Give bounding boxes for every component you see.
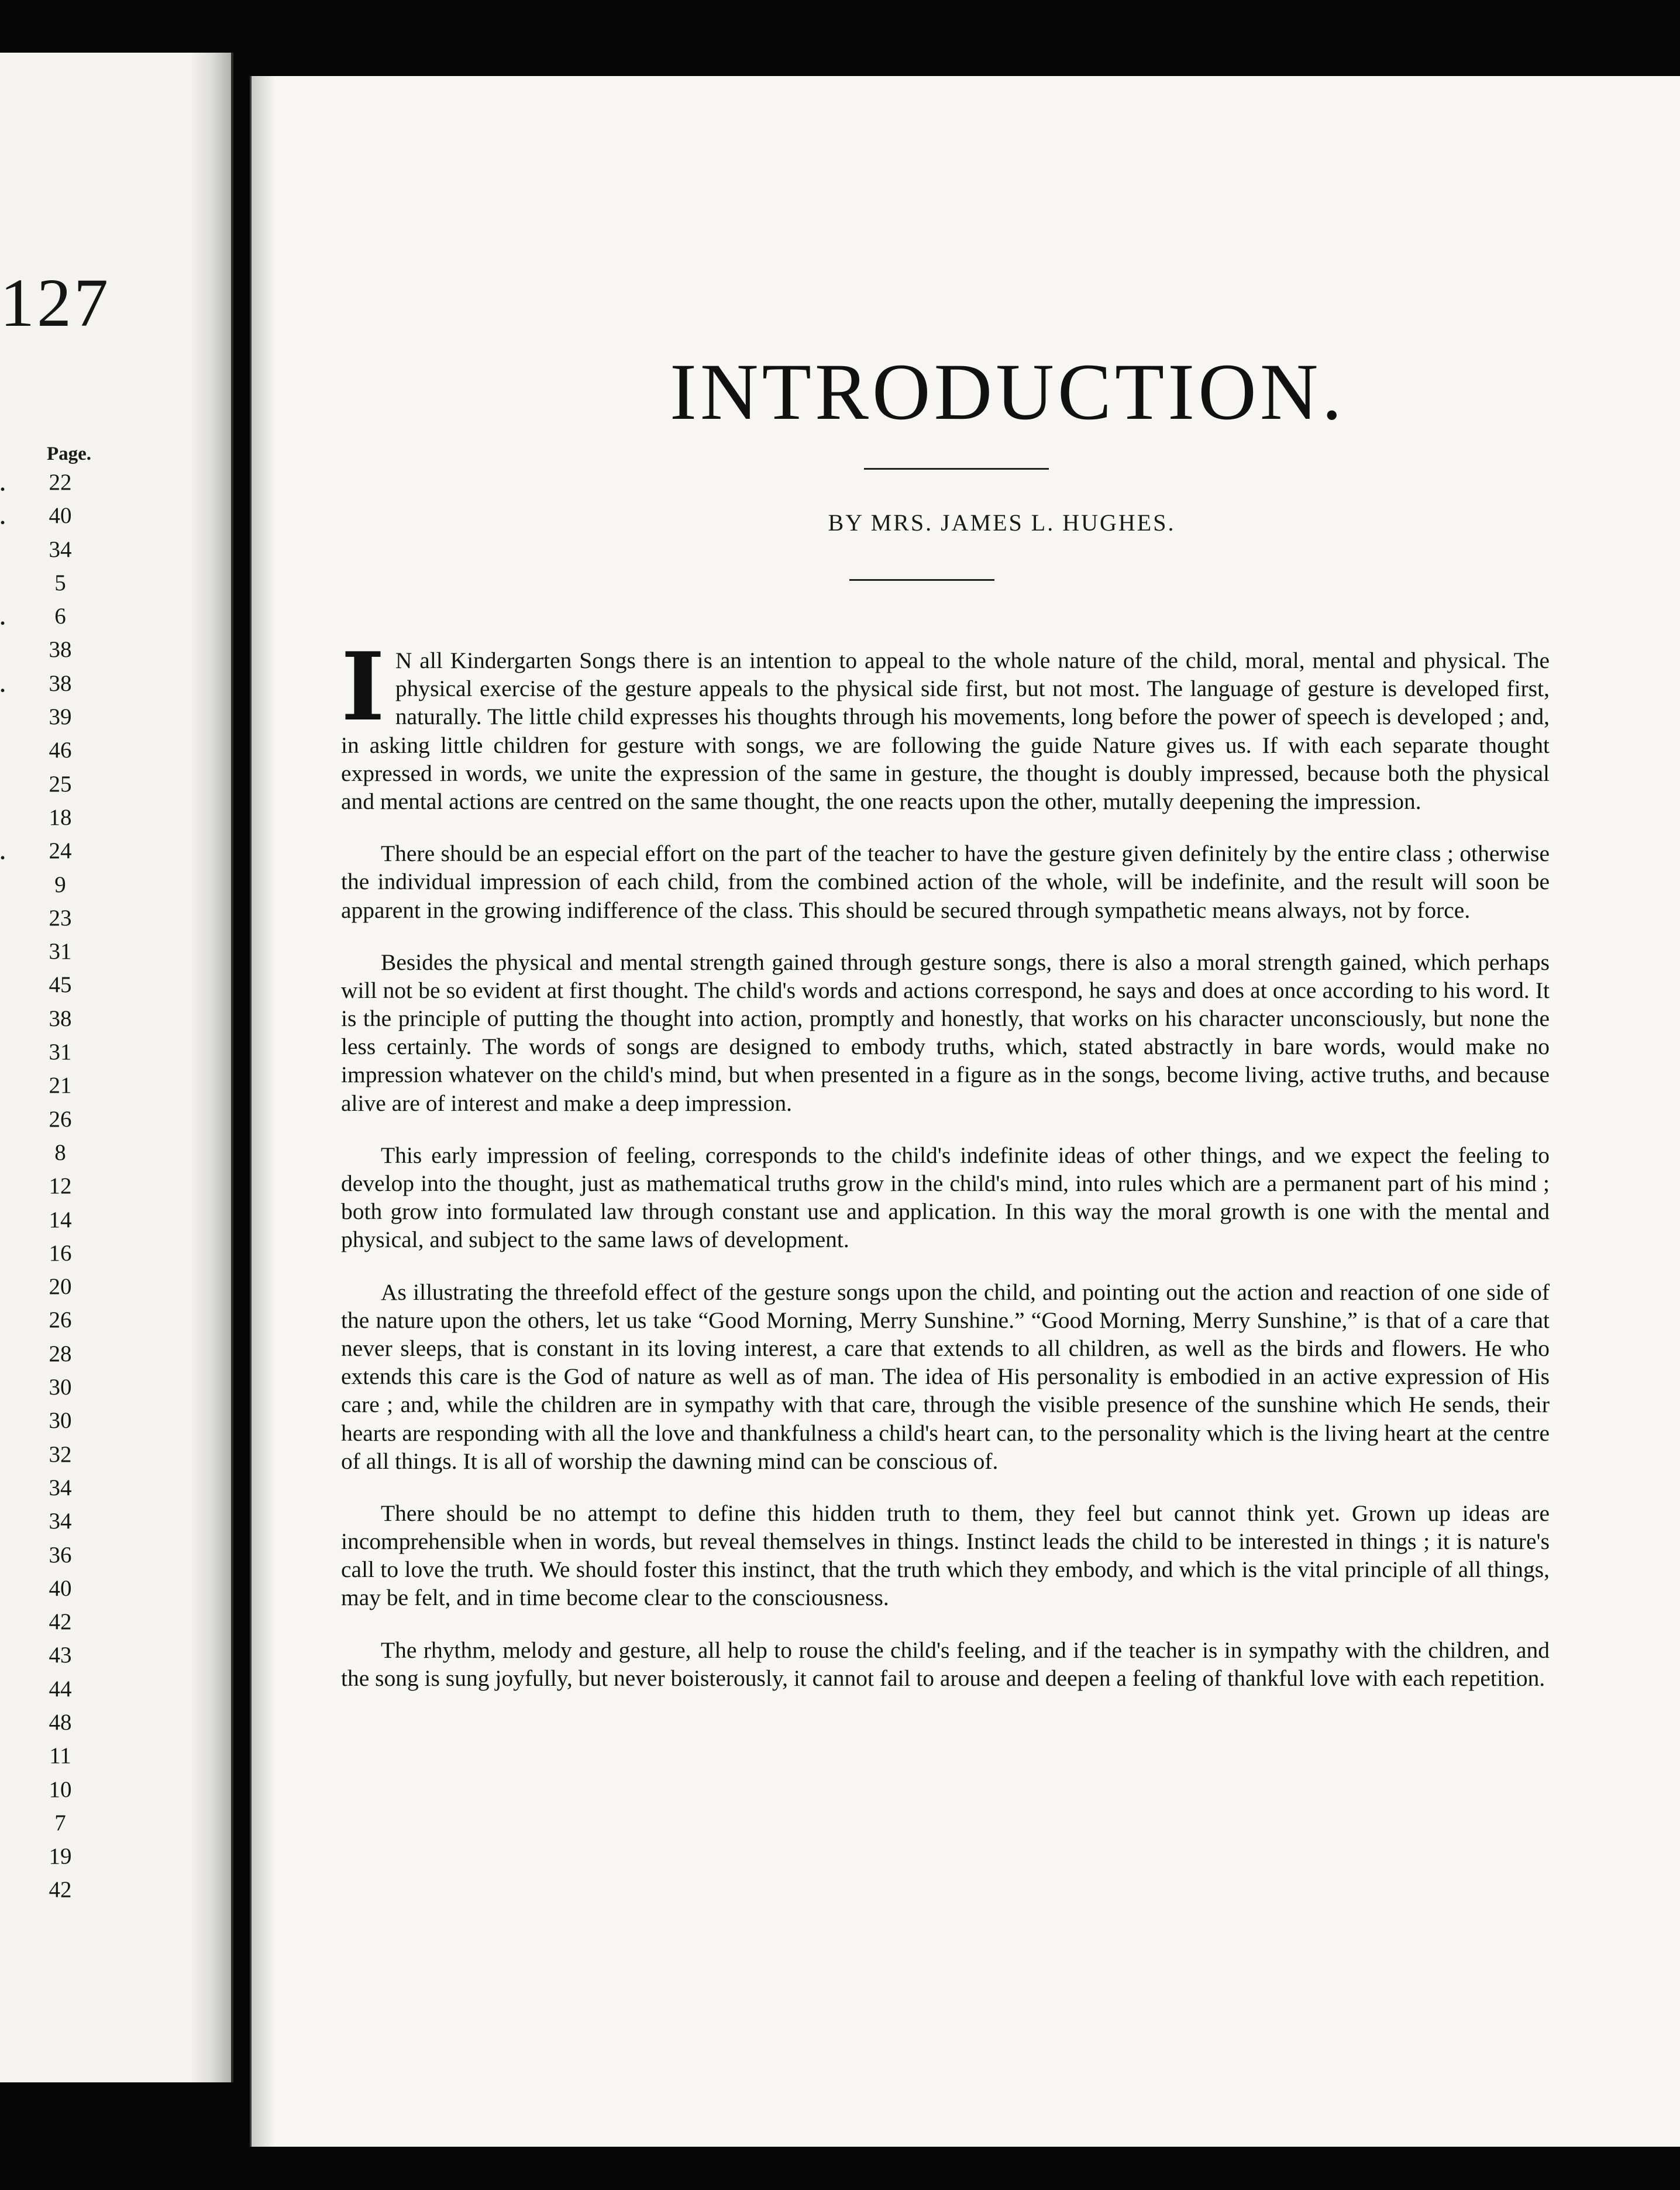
toc-page-number: 34 bbox=[49, 1509, 72, 1534]
toc-row bbox=[0, 1642, 152, 1675]
toc-row bbox=[0, 771, 152, 804]
paragraph: There should be an especial effort on the part of the teacher to have the gesture given definitely by the entire class ; otherwise the individual impression of each child, from the combined action of the whole, will be indefinite, and the result will soon be apparent in the growing indifference of the class. This should be secured through sympathetic means always, not by force. bbox=[341, 841, 1550, 923]
toc-page-number: 40 bbox=[49, 1575, 72, 1601]
toc-row bbox=[0, 1407, 152, 1441]
toc-row bbox=[0, 1709, 152, 1743]
toc-row bbox=[0, 536, 152, 570]
toc-row bbox=[0, 804, 152, 838]
toc-row bbox=[0, 905, 152, 938]
toc-page-number: 34 bbox=[49, 1475, 72, 1500]
toc-page-number: 36 bbox=[49, 1542, 72, 1568]
toc-page-number: 19 bbox=[49, 1844, 72, 1869]
toc-row bbox=[0, 1273, 152, 1307]
paragraph: Besides the physical and mental strength gained through gesture songs, there is also a moral strength gained, which perhaps will not be so evident at first thought. The child's words and actions correspond, he says and does at once according to his word. It is the principle of putting the thought into action, promptly and honestly, that works on his character unconsciously, but none the less certainly. The words of songs are designed to embody truths, which, stated abstractly in bare words, would make no impression whatever on the child's mind, but when presented in a figure as in the songs, become living, active truths, and because alive are of interest and make a deep impression. bbox=[341, 949, 1550, 1116]
toc-row bbox=[0, 1810, 152, 1843]
toc-page-number: 10 bbox=[49, 1776, 72, 1802]
paragraph: The rhythm, melody and gesture, all help to rouse the child's feeling, and if the teacher is in sympathy with the children, and the song is sung joyfully, but never boisterously, it cannot fail to arouse and deepen a feeling of thankful love with each repetition. bbox=[341, 1637, 1550, 1691]
toc-leader-dot: . bbox=[0, 505, 5, 529]
toc-page-number: 28 bbox=[49, 1341, 72, 1366]
toc-row bbox=[0, 603, 152, 636]
toc-row bbox=[0, 1106, 152, 1139]
toc-leader-dot: . bbox=[0, 841, 5, 865]
toc-row bbox=[0, 469, 152, 502]
toc-page-header: Page. bbox=[47, 443, 92, 464]
title-divider bbox=[864, 468, 1049, 470]
toc-page-number: 9 bbox=[54, 872, 66, 897]
toc-page-number: 38 bbox=[49, 1006, 72, 1031]
author-byline: BY MRS. JAMES L. HUGHES. bbox=[828, 509, 1176, 536]
toc-page-number: 25 bbox=[49, 771, 72, 797]
toc-row bbox=[0, 636, 152, 670]
toc-row bbox=[0, 1843, 152, 1876]
toc-row bbox=[0, 1575, 152, 1609]
toc-page-number: 48 bbox=[49, 1709, 72, 1735]
book-gutter bbox=[190, 53, 231, 2082]
toc-page-number: 31 bbox=[49, 1039, 72, 1065]
toc-row bbox=[0, 1676, 152, 1709]
toc-page-number: 39 bbox=[49, 704, 72, 730]
toc-row bbox=[0, 1776, 152, 1810]
toc-row bbox=[0, 938, 152, 972]
paragraph bbox=[341, 632, 1550, 815]
paragraph: This early impression of feeling, corresponds to the child's indefinite ideas of other things, and we expect the feeling to develop into the thought, just as mathematical truths grow in the child's mind, into rules which are a permanent part of his mind ; both grow into formulated law through constant use and application. In this way the moral growth is one with the mental and physical, and subject to the same laws of development. bbox=[341, 1142, 1550, 1253]
toc-row bbox=[0, 1173, 152, 1206]
toc-page-number: 43 bbox=[49, 1642, 72, 1668]
toc-page-number: 6 bbox=[54, 604, 66, 629]
toc-page-number: 42 bbox=[49, 1609, 72, 1635]
toc-page-number: 26 bbox=[49, 1106, 72, 1132]
toc-row bbox=[0, 1876, 152, 1910]
toc-row bbox=[0, 670, 152, 704]
toc-row bbox=[0, 704, 152, 737]
introduction-page bbox=[250, 76, 1680, 2147]
toc-page-number: 30 bbox=[49, 1408, 72, 1434]
toc-row bbox=[0, 1475, 152, 1508]
toc-row bbox=[0, 1441, 152, 1475]
toc-page-number: 7 bbox=[54, 1810, 66, 1836]
paragraph-text: N all Kindergarten Songs there is an intention to appeal to the whole nature of the child, moral, mental and physical. The physical exercise of the gesture appeals to the physical side first, but not most. The language of gesture is developed first, naturally. The little child expresses his thoughts through his movements, long before the power of speech is developed ; and, in asking little children for gesture with songs, we are following the guide Nature gives us. If with each separate thought expressed in words, we unite the expression of the same in gesture, the thought is doubly impressed, because both the physical and mental actions are centred on the same thought, the one reacts upon the other, mutally deepening the impression. bbox=[341, 648, 1550, 814]
toc-page-number: 20 bbox=[49, 1274, 72, 1300]
toc-page-number: 31 bbox=[49, 939, 72, 965]
toc-row bbox=[0, 838, 152, 871]
left-facing-page bbox=[0, 53, 233, 2082]
toc-row bbox=[0, 1743, 152, 1776]
toc-page-number: 21 bbox=[49, 1073, 72, 1099]
paragraph: There should be no attempt to define this hidden truth to them, they feel but cannot think yet. Grown up ideas are incomprehensible when in words, but reveal themselves in things. Instinct leads the child to be interested in things ; it is nature's call to love the truth. We should foster this instinct, that the truth which they embody, and which is the vital principle of all things, may be felt, and in time become clear to the consciousness. bbox=[341, 1500, 1550, 1611]
toc-page-number: 24 bbox=[49, 838, 72, 864]
toc-row bbox=[0, 1542, 152, 1575]
toc-page-number: 23 bbox=[49, 905, 72, 931]
byline-divider bbox=[849, 579, 994, 581]
toc-row bbox=[0, 570, 152, 603]
toc-row bbox=[0, 1207, 152, 1240]
toc-row bbox=[0, 1039, 152, 1072]
toc-page-number: 42 bbox=[49, 1877, 72, 1903]
toc-row bbox=[0, 1307, 152, 1340]
toc-row bbox=[0, 1240, 152, 1273]
left-page-number: 127 bbox=[0, 264, 111, 341]
toc-leader-dot: . bbox=[0, 472, 5, 495]
toc-page-number: 14 bbox=[49, 1207, 72, 1232]
toc-row bbox=[0, 1139, 152, 1173]
toc-row bbox=[0, 1072, 152, 1106]
toc-page-number: 38 bbox=[49, 637, 72, 663]
toc-page-number: 34 bbox=[49, 536, 72, 562]
toc-leader-dot: . bbox=[0, 606, 5, 630]
toc-row bbox=[0, 1508, 152, 1541]
toc-page-number: 32 bbox=[49, 1441, 72, 1467]
toc-row bbox=[0, 1374, 152, 1407]
toc-page-number: 40 bbox=[49, 503, 72, 529]
toc-row bbox=[0, 1341, 152, 1374]
toc-page-number: 18 bbox=[49, 804, 72, 830]
page-title: INTRODUCTION. bbox=[669, 347, 1346, 436]
toc-page-number: 11 bbox=[49, 1743, 71, 1769]
toc-page-number: 46 bbox=[49, 738, 72, 763]
toc-row bbox=[0, 737, 152, 770]
drop-cap: I bbox=[341, 632, 385, 742]
toc-page-list bbox=[0, 469, 152, 1910]
toc-page-number: 45 bbox=[49, 972, 72, 998]
toc-row bbox=[0, 1609, 152, 1642]
toc-page-number: 8 bbox=[54, 1139, 66, 1165]
toc-page-number: 22 bbox=[49, 470, 72, 495]
toc-page-number: 16 bbox=[49, 1240, 72, 1266]
toc-row bbox=[0, 972, 152, 1005]
body-text bbox=[341, 632, 1550, 1716]
toc-row bbox=[0, 502, 152, 536]
toc-leader-dot: . bbox=[0, 673, 5, 697]
toc-row bbox=[0, 1006, 152, 1039]
toc-page-number: 26 bbox=[49, 1307, 72, 1333]
toc-page-number: 30 bbox=[49, 1375, 72, 1400]
toc-page-number: 44 bbox=[49, 1676, 72, 1702]
toc-page-number: 12 bbox=[49, 1173, 72, 1199]
paragraph: As illustrating the threefold effect of the gesture songs upon the child, and pointing out the action and reaction of one side of the nature upon the others, let us take “Good Morning, Merry Sunshine.” “Good Morning, Merry Sunshine,” is that of a care that never sleeps, that is constant in its loving interest, a care that extends to all children, as well as the birds and flowers. He who extends this care is the God of nature as well as of man. The idea of His personality is embodied in an active expression of His care ; and, while the children are in sympathy with that care, through the visible presence of the sunshine which He sends, their hearts are responding with all the love and thankfulness a child's heart can, to the personality which is the living heart at the centre of all things. It is all of worship the dawning mind can be conscious of. bbox=[341, 1279, 1550, 1474]
toc-row bbox=[0, 872, 152, 905]
toc-page-number: 38 bbox=[49, 670, 72, 696]
toc-page-number: 5 bbox=[54, 570, 66, 595]
